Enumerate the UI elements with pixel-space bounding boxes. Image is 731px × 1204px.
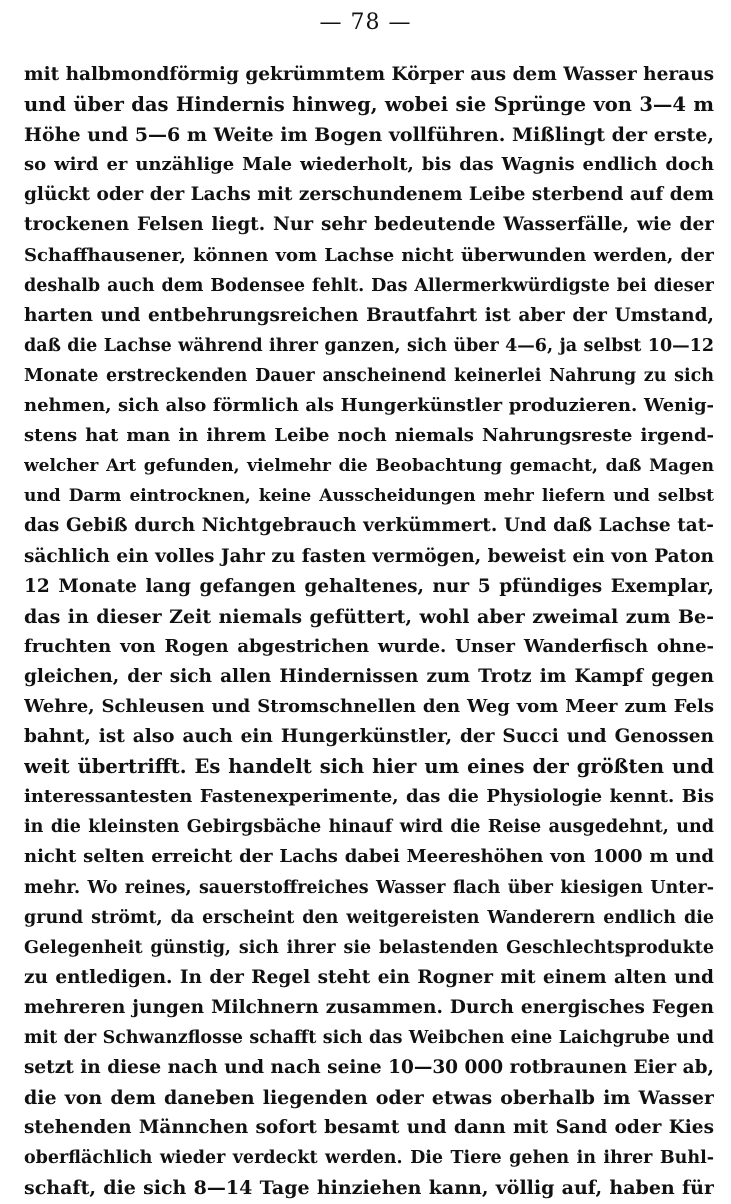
text-line: gleichen, der sich allen Hindernissen zum Trotz im Kampf gegen xyxy=(24,665,714,687)
text-line: grund strömt, da erscheint den weitgereisten Wanderern endlich die xyxy=(24,907,714,928)
text-line: das Gebiß durch Nichtgebrauch verkümmert. Und daß Lachse tat- xyxy=(24,515,714,537)
page-number: — 78 — xyxy=(319,10,412,35)
text-line: die von dem daneben liegenden oder etwas oberhalb im Wasser xyxy=(24,1087,714,1110)
text-line: oberflächlich wieder verdeckt werden. Die Tiere gehen in ihrer Buhl- xyxy=(24,1148,714,1169)
text-line: trockenen Felsen liegt. Nur sehr bedeutende Wasserfälle, wie der xyxy=(24,214,714,236)
text-line: weit übertrifft. Es handelt sich hier um eines der größten und xyxy=(24,755,714,779)
text-line: nehmen, sich also förmlich als Hungerkünstler produzieren. Wenig- xyxy=(24,395,714,417)
text-line: so wird er unzählige Male wiederholt, bis das Wagnis endlich doch xyxy=(24,154,714,176)
text-line: und über das Hindernis hinweg, wobei sie Sprünge von 3—4 m xyxy=(24,93,714,117)
text-line: 12 Monate lang gefangen gehaltenes, nur 5 pfündiges Exemplar, xyxy=(24,575,714,597)
text-line: Schaffhausener, können vom Lachse nicht überwunden werden, der xyxy=(24,244,714,266)
text-line: mit der Schwanzflosse schafft sich das Weibchen eine Laichgrube und xyxy=(24,1028,714,1048)
text-line: deshalb auch dem Bodensee fehlt. Das Allermerkwürdigste bei dieser xyxy=(24,275,714,296)
text-line: interessantesten Fastenexperimente, das die Physiologie kennt. Bis xyxy=(24,786,714,808)
text-line: mit halbmondförmig gekrümmtem Körper aus dem Wasser heraus xyxy=(24,64,714,85)
text-line: und Darm eintrocknen, keine Ausscheidungen mehr liefern und selbst xyxy=(24,486,714,507)
text-line: Höhe und 5—6 m Weite im Bogen vollführen. Mißlingt der erste, xyxy=(24,124,714,147)
text-line: nicht selten erreicht der Lachs dabei Meereshöhen von 1000 m und xyxy=(24,846,714,868)
text-line: Wehre, Schleusen und Stromschnellen den Weg vom Meer zum Fels xyxy=(24,695,714,717)
text-line: sächlich ein volles Jahr zu fasten vermögen, beweist ein von Paton xyxy=(24,545,714,567)
text-line: daß die Lachse während ihrer ganzen, sich über 4—6, ja selbst 10—12 xyxy=(24,335,714,356)
body-text xyxy=(24,60,714,1204)
text-line: mehr. Wo reines, sauerstoffreiches Wasser flach über kiesigen Unter- xyxy=(24,877,714,898)
text-line: mehreren jungen Milchnern zusammen. Durch energisches Fegen xyxy=(24,996,714,1018)
text-line: glückt oder der Lachs mit zerschundenem Leibe sterbend auf dem xyxy=(24,184,714,206)
text-line: das in dieser Zeit niemals gefüttert, wohl aber zweimal zum Be- xyxy=(24,605,714,628)
text-line: setzt in diese nach und nach seine 10—30 000 rotbraunen Eier ab, xyxy=(24,1057,714,1079)
text-line: stehenden Männchen sofort besamt und dann mit Sand oder Kies xyxy=(24,1117,714,1139)
text-line: fruchten von Rogen abgestrichen wurde. Unser Wanderfisch ohne- xyxy=(24,635,714,657)
text-line: Gelegenheit günstig, sich ihrer sie belastenden Geschlechtsprodukte xyxy=(24,937,714,958)
text-line: stens hat man in ihrem Leibe noch niemals Nahrungsreste irgend- xyxy=(24,425,714,447)
text-line: welcher Art gefunden, vielmehr die Beobachtung gemacht, daß Magen xyxy=(24,456,714,477)
text-line: harten und entbehrungsreichen Brautfahrt ist aber der Umstand, xyxy=(24,304,714,326)
text-line: bahnt, ist also auch ein Hungerkünstler, der Succi und Genossen xyxy=(24,726,714,748)
text-line: zu entledigen. In der Regel steht ein Rogner mit einem alten und xyxy=(24,966,714,988)
text-line: schaft, die sich 8—14 Tage hinziehen kann, völlig auf, haben für xyxy=(24,1177,714,1200)
text-line: in die kleinsten Gebirgsbäche hinauf wird die Reise ausgedehnt, und xyxy=(24,817,714,838)
text-line: Monate erstreckenden Dauer anscheinend keinerlei Nahrung zu sich xyxy=(24,365,714,386)
